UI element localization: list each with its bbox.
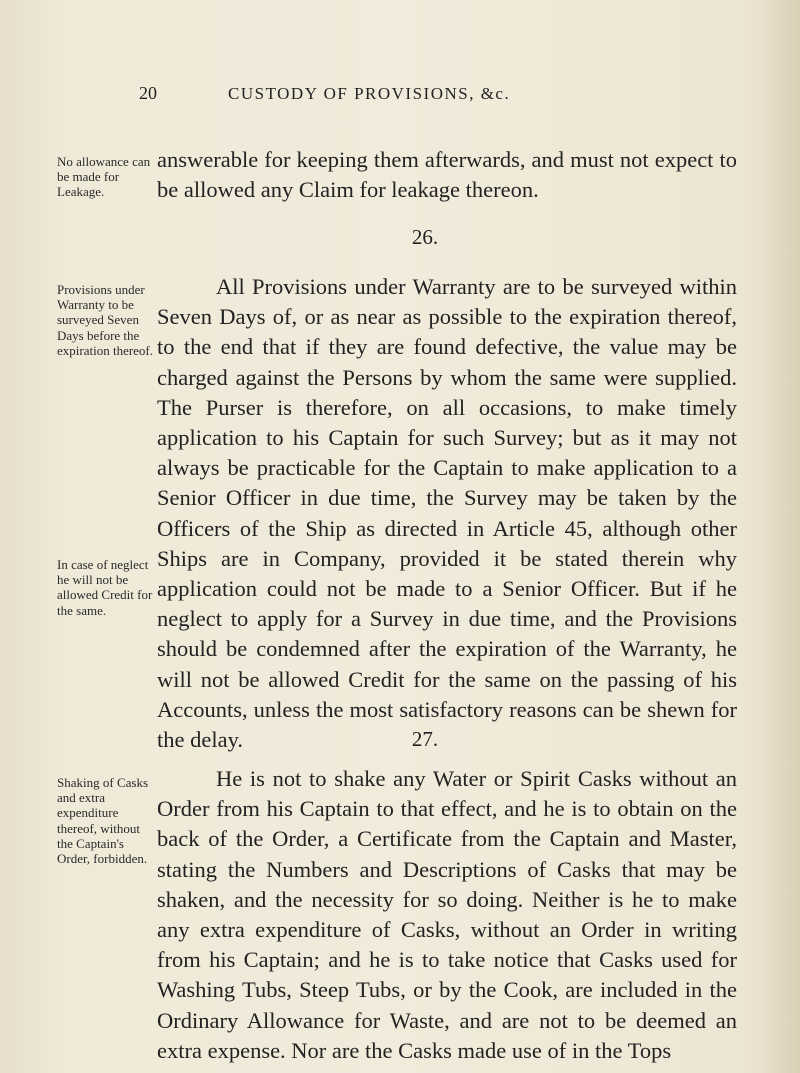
article-number-26: 26. xyxy=(411,225,439,249)
paragraph-article-27: He is not to shake any Water or Spirit Casks without an Order from his Captain to that effect, and he is to obtain on the back of the Order, a Certificate from the Captain and Master, stating the Numbers and Descriptions of Casks that may be shaken, and the necessity for so doing. Neither is he to make any extra expenditure of Casks, without an Order in writing from his Captain; and he is to take notice that Casks used for Washing Tubs, Steep Tubs, or by the Cook, are included in the Ordinary Allowance for Waste, and are not to be deemed an extra expense. Nor are the Casks made use of in the Tops xyxy=(157,766,737,1063)
page-edge-shadow xyxy=(762,0,800,1073)
page-number: 20 xyxy=(139,83,157,103)
margin-note-shaking-casks: Shaking of Casks and extra expenditure thereof, without the Captain's Order, forbidden. xyxy=(57,775,148,867)
margin-note-warranty-survey: Provisions under Warranty to be surveyed Seven Days before the expiration thereof. xyxy=(57,282,154,358)
article-number-27: 27. xyxy=(411,727,439,751)
margin-note-leakage: No allowance can be made for Leakage. xyxy=(57,154,151,200)
paragraph-leakage: answerable for keeping them afterwards, and must not expect to be allowed any Claim for leakage thereon. xyxy=(157,147,737,203)
page-header xyxy=(0,83,800,113)
paragraph-article-26: All Provisions under Warranty are to be surveyed within Seven Days of, or as near as possible to the expiration thereof, to the end that if they are found defective, the value may be charged against the Persons by whom the same were supplied. The Purser is therefore, on all occasions, to make timely application to his Captain for such Survey; but as it may not always be practicable for the Captain to make application to a Senior Officer in due time, the Survey may be taken by the Officers of the Ship as directed in Article 45, although other Ships are in Company, provided it be stated therein why application could not be made to a Senior Officer. But if he neglect to apply for a Survey in due time, and the Provisions should be condemned after the expiration of the Warranty, he will not be allowed Credit for the same on the passing of his Accounts, unless the most satisfactory reasons can be shewn for the delay. xyxy=(157,274,737,753)
running-head: CUSTODY OF PROVISIONS, &c. xyxy=(228,84,511,103)
margin-note-neglect: In case of neglect he will not be allowed Credit for the same. xyxy=(57,557,153,618)
